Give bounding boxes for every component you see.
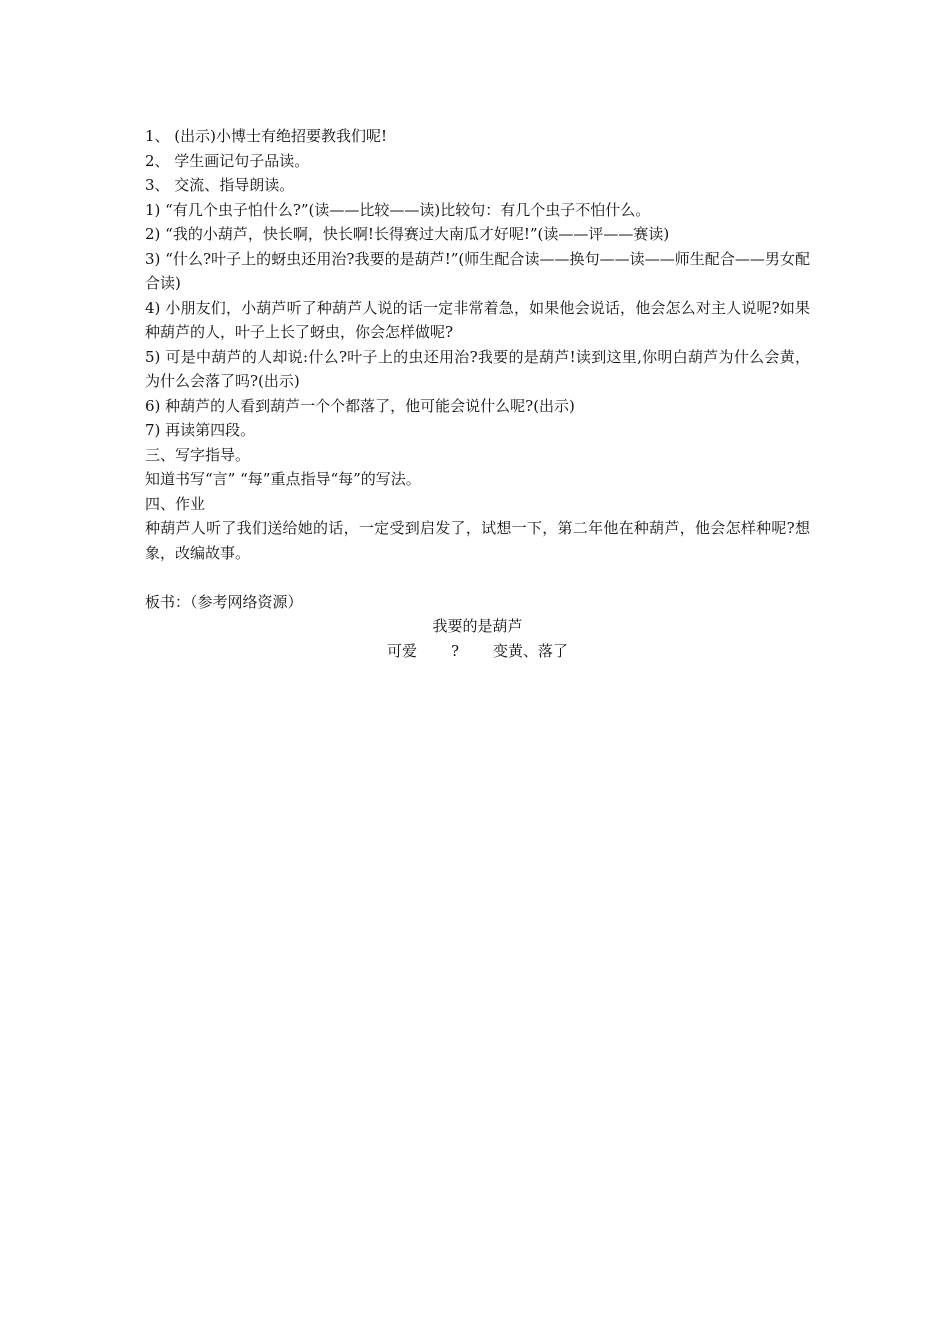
board-label: 板书：（参考网络资源） — [145, 592, 303, 611]
step-3: 3、 交流、指导朗读。 — [145, 176, 295, 194]
board-item-yellow-fall: 变黄、落了 — [493, 641, 569, 660]
substep-4: 4) 小朋友们，小葫芦听了种葫芦人说的话一定非常着急，如果他会说话，他会怎么对主人说呢?如果种葫芦的人，叶子上长了蚜虫，你会怎样做呢? — [145, 298, 810, 341]
step-2: 2、 学生画记句子品读。 — [145, 151, 310, 170]
substep-6: 6) 种葫芦的人看到葫芦一个个都落了，他可能会说什么呢?(出示) — [145, 396, 575, 415]
substep-2: 2) “我的小葫芦，快长啊，快长啊!长得赛过大南瓜才好呢!”(读——评——赛读) — [145, 225, 670, 243]
spacer — [145, 565, 810, 590]
step-1: 1、 (出示)小博士有绝招要教我们呢! — [145, 127, 388, 145]
substep-5: 5) 可是中葫芦的人却说:什么?叶子上的虫还用治?我要的是葫芦!读到这里,你明白葫芦为什么会黄，为什么会落了吗?(出示) — [145, 347, 810, 390]
lesson-text — [145, 124, 810, 663]
board-item-cute: 可爱 — [386, 641, 417, 660]
board-items — [145, 639, 810, 664]
homework-text: 种葫芦人听了我们送给她的话，一定受到启发了，试想一下，第二年他在种葫芦，他会怎样种呢?想象，改编故事。 — [145, 519, 810, 562]
board-title: 我要的是葫芦 — [432, 617, 523, 635]
board-item-question: ? — [450, 641, 460, 660]
substep-7: 7) 再读第四段。 — [145, 421, 256, 439]
section-homework-heading: 四、作业 — [145, 494, 206, 513]
section-writing-heading: 三、写字指导。 — [145, 445, 251, 464]
writing-guidance: 知道书写“言” “每”重点指导“每”的写法。 — [145, 470, 421, 488]
substep-1: 1) “有几个虫子怕什么?”(读——比较——读)比较句：有几个虫子不怕什么。 — [145, 200, 651, 219]
substep-3: 3) “什么?叶子上的蚜虫还用治?我要的是葫芦!”(师生配合读——换句——读——师生配合——男女配合读) — [145, 249, 810, 292]
